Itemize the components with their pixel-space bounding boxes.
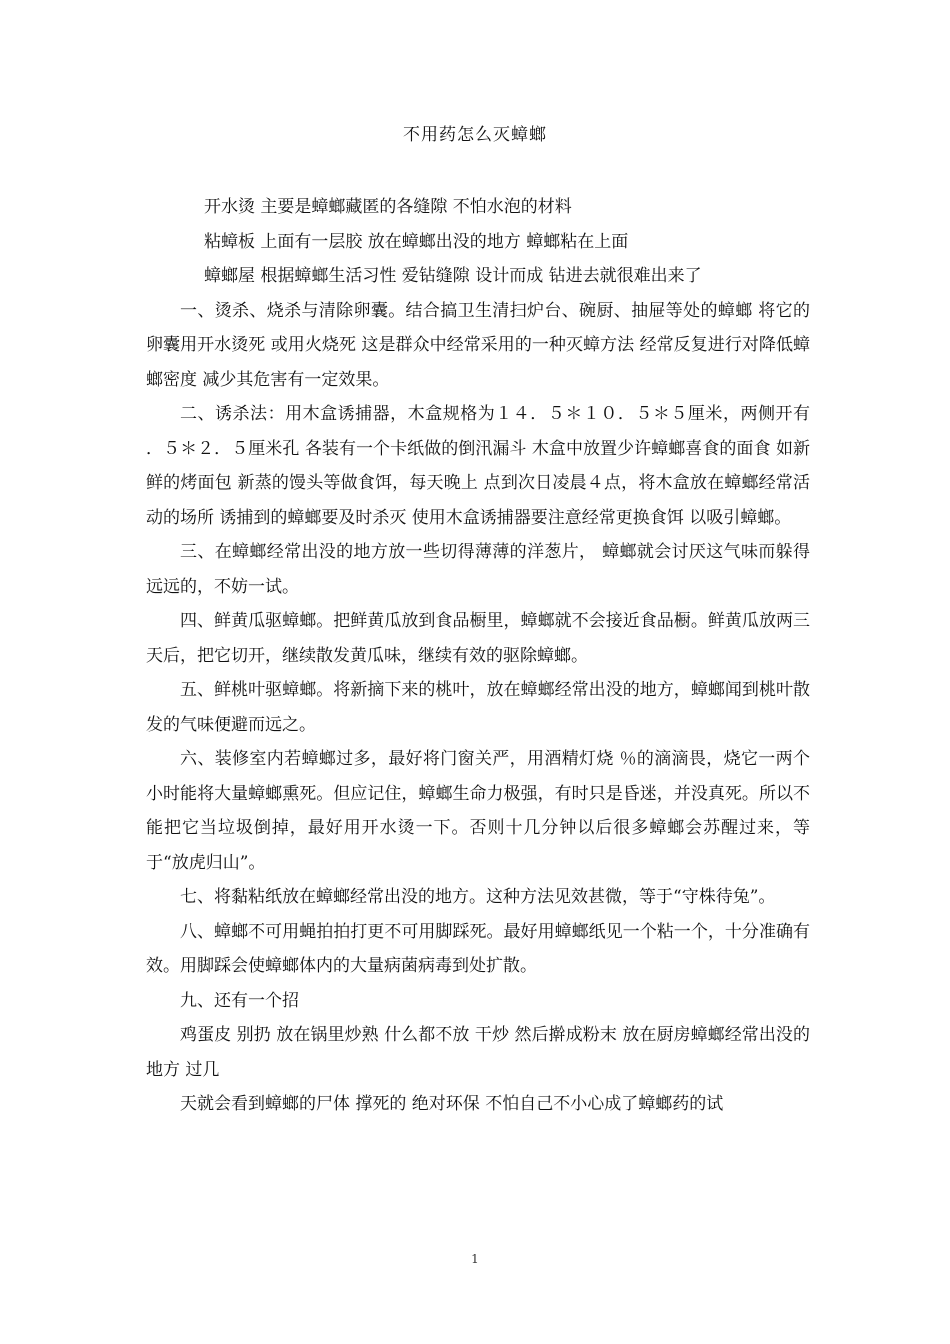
document-body	[146, 190, 810, 1122]
paragraph-6: 六、装修室内若蟑螂过多，最好将门窗关严，用酒精灯烧 ％的滴滴畏，烧它一两个小时能将大量蟑螂熏死。但应记住，蟑螂生命力极强，有时只是昏迷，并没真死。所以不能把它当垃圾倒掉，最好用开水烫一下。否则十几分钟以后很多蟑螂会苏醒过来，等于“放虎归山”。	[146, 749, 810, 873]
paragraph-9: 九、还有一个招	[180, 990, 299, 1011]
intro-line-boiling-water: 开水烫 主要是蟑螂藏匿的各缝隙 不怕水泡的材料	[204, 197, 572, 217]
paragraph-3: 三、在蟑螂经常出没的地方放一些切得薄薄的洋葱片， 蟑螂就会讨厌这气味而躲得远远的，不妨一试。	[146, 542, 810, 597]
page-number: 1	[471, 1252, 479, 1266]
paragraph-1: 一、烫杀、烧杀与清除卵囊。结合搞卫生清扫炉台、碗厨、抽屉等处的蟑螂 将它的卵囊用开水烫死 或用火烧死 这是群众中经常采用的一种灭蟑方法 经常反复进行对降低蟑螂密度 减少其危害有一定效果。	[146, 300, 810, 390]
paragraph-2: 二、诱杀法：用木盒诱捕器，木盒规格为１４．５＊１０．５＊５厘米，两侧开有 ．５＊２．５厘米孔 各装有一个卡纸做的倒汛漏斗 木盒中放置少许蟑螂喜食的面食 如新鲜的烤面包 新蒸的馒头等做食饵，每天晚上 点到次日凌晨４点，将木盒放在蟑螂经常活动的场所 诱捕到的蟑螂要及时杀灭 使用木盒诱捕器要注意经常更换食饵 以吸引蟑螂。	[146, 404, 810, 528]
document-title: 不用药怎么灭蟑螂	[403, 125, 547, 145]
paragraph-8: 八、蟑螂不可用蝇拍拍打更不可用脚踩死。最好用蟑螂纸见一个粘一个，十分准确有效。用脚踩会使蟑螂体内的大量病菌病毒到处扩散。	[146, 921, 810, 976]
intro-line-roach-house: 蟑螂屋 根据蟑螂生活习性 爱钻缝隙 设计而成 钻进去就很难出来了	[204, 266, 702, 286]
paragraph-4: 四、鲜黄瓜驱蟑螂。把鲜黄瓜放到食品橱里，蟑螂就不会接近食品橱。鲜黄瓜放两三天后，把它切开，继续散发黄瓜味，继续有效的驱除蟑螂。	[146, 611, 810, 666]
intro-line-sticky-board: 粘蟑板 上面有一层胶 放在蟑螂出没的地方 蟑螂粘在上面	[204, 231, 629, 252]
paragraph-7: 七、将黏粘纸放在蟑螂经常出没的地方。这种方法见效甚微，等于“守株待兔”。	[180, 887, 776, 907]
paragraph-11: 天就会看到蟑螂的尸体 撑死的 绝对环保 不怕自己不小心成了蟑螂药的试	[180, 1094, 724, 1114]
paragraph-10: 鸡蛋皮 别扔 放在锅里炒熟 什么都不放 干炒 然后擀成粉末 放在厨房蟑螂经常出没的地方 过几	[146, 1025, 810, 1080]
paragraph-5: 五、鲜桃叶驱蟑螂。将新摘下来的桃叶，放在蟑螂经常出没的地方，蟑螂闻到桃叶散发的气味便避而远之。	[146, 680, 810, 735]
